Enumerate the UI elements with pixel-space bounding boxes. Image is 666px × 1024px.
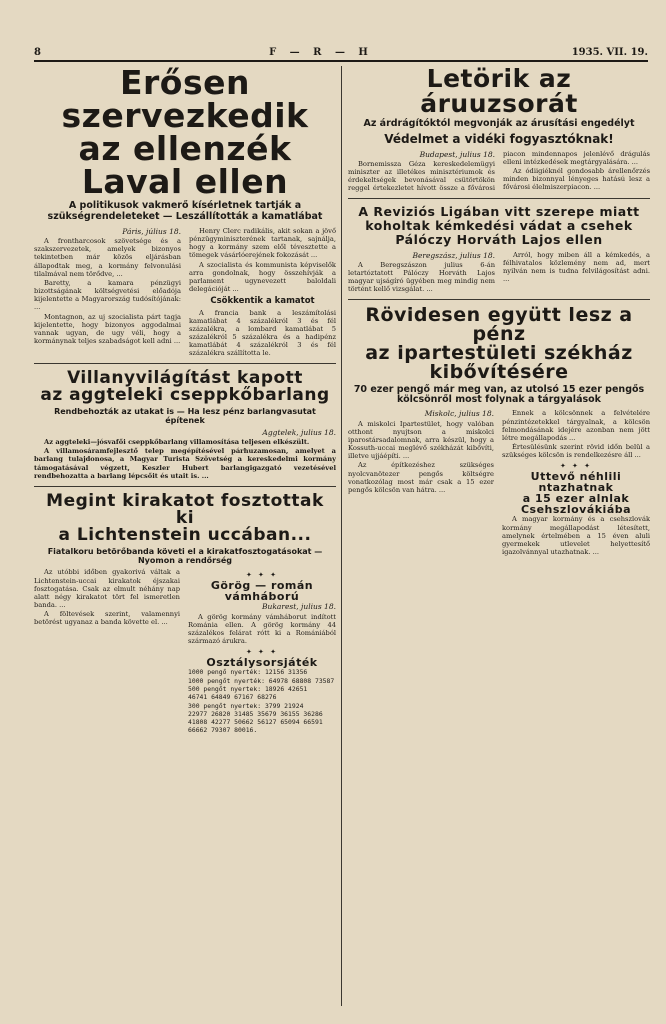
sorsjatek-numbers: 1000 pengő nyerték: 12156 31356 1000 pengőt nyerték: 64978 68808 73587 500 pengőt nyertek: 18926 42651 46741 64849 67167 68276 300 pengőt nyertek: 3799 21924 22977 26820 31485 35679 36155 36286 41808 42277 50662 56127 65094 66591 66662 79307 80016. [188,668,335,735]
ornament-divider: ✦ ✦ ✦ [245,571,279,580]
aruuzsora-deck-1: Az árdrágítóktól megvonják az árusítási engedélyt [363,118,635,129]
ipartestulet-deck: 70 ezer pengő már meg van, az utolsó 15 ezer pengős kölcsönről most folynak a tárgyalások [353,383,645,406]
story-laval [34,66,336,364]
laval-subhead: Csökkentik a kamatot [210,296,315,307]
ipartestulet-dateline: Miskolc, julius 18. [424,409,494,419]
revizios-headline: A Reviziós Ligában vitt szerepe miatt koholtak kémkedési vádat a csehek Pálóczy Horváth Lajos ellen [358,203,640,248]
kirakat-headline-2: a Lichtenstein uccában... [58,524,312,545]
ornament-divider: ✦ ✦ ✦ [559,462,593,471]
villany-dateline: Aggtelek, julius 18. [262,427,336,437]
right-column [348,66,650,1006]
aruuzsora-deck-2: Védelmet a vidéki fogyasztóknak! [384,131,614,146]
gorog-dateline: Bukarest, julius 18. [262,602,336,612]
laval-deck: A politikusok vakmerő kísérletnek tartják a szükségrendeleteket — Leszállították a kamatlábat [47,200,323,222]
kirakat-headline-1: Megint kirakatot fosztottak ki [46,490,324,528]
kirakat-side [188,568,336,734]
videk-headline-2: a 15 ezer alnlak [522,492,630,506]
villany-headline-2: az aggteleki cseppkőbarlang [40,384,330,405]
column-divider [341,66,342,1006]
revizios-paragraph: A Beregszászon julius 6-án letartóztatott Pálóczy Horváth Lajos magyar ujságíró ügyében meg mindig nem történt kellő vizsgálat. ... [348,260,495,294]
story-ipartestulet [348,303,650,563]
aruuzsora-paragraph: Az ódiigiéknél gondosabb árellenőrzés minden bizonnyal lényeges hatású lesz a fővárosi élelmiszerpiacon. ... [503,167,650,192]
villany-paragraph: A villamosáramfejlesztő telep megépítésével párhuzamosan, amelyet a barlang tulajdonosa, a Magyar Turista Szövetség a kereskedelmi kormány támogatásával végzett, Keszler Hubert barlangigazgató vezetésével rendbehozatta a barlang lépcsőit és utait is. ... [34,447,336,480]
sorsjatek-headline: Osztálysorsjáték [206,656,318,670]
laval-headline-2: az ellenzék Laval ellen [78,129,292,201]
ipartestulet-headline-2: az ipartestületi székház [365,341,633,364]
ipartestulet-body [348,409,494,557]
videk-body [502,515,650,556]
gorog-headline-1: Görög — román [210,579,314,593]
ipartestulet-headline-1: Rövidesen együtt lesz a pénz [365,303,633,345]
ipartestulet-side [502,409,650,557]
ipartestulet-paragraph: A miskolci Ipartestület, hogy valóban otthont nyujtson a miskolci iparostársadalomnak, arra készül, hogy a Kossuth-uccai meglévő székházát kibővíti, illetve ujjáépíti. ... [348,419,494,461]
laval-paragraph: Montagnon, az uj szocialista párt tagja kijelentette, hogy bizonyos aggodalmai vannak ugyan, de ugy véli, hogy a kormánynak teljes szabadságot kell adni ... [34,312,181,346]
revizios-body [348,251,650,294]
revizios-dateline: Beregszász, julius 18. [412,250,495,260]
ipartestulet-paragraph: Ennek a kölcsönnek a felvételére pénzintézetekkel tárgyalnak, a kölcsön felmondásának idejére azonban nem jött létre megállapodás ... [502,409,650,442]
laval-paragraph: A frontharcosok szövetsége és a szakszervezetek, amelyek bizonyos tekintetben már közös eljárásban állapodtak meg, a kormány felvonulási tilalmával nem törődve, ... [34,236,181,278]
story-kirakat [34,490,336,740]
videk-headline-3: Csehszlovákiába [520,503,632,517]
gorog-text: A görög kormány vámháborut indított Románia ellen. A görög kormány 44 százalékos felárat rótt ki a Romániából származó árukra. [188,612,336,646]
story-villany [34,367,336,487]
left-column [34,66,336,1006]
laval-paragraph: Baretty, a kamara pénzügyi bizottságának költségvetési előadója kijelentette a Magyarország tudósítójának: ... [34,278,181,312]
laval-subhead-text: A francia bank a leszámítolási kamatlábat 4 százalékról 3 és fél százalékra, a lombard kamatlábat 5 százalékról 5 százalékra és a hadipénz kamatlábát 4 százalékról 3 és fél százalékra szállította le. [189,308,336,358]
aruuzsora-body [348,150,650,193]
ipartestulet-paragraph: Értesülésünk szerint rövid időn belül a szükséges kölcsön is rendelkezésre áll ... [502,443,650,460]
ipartestulet-headline-3: kibővítésére [429,360,569,383]
villany-deck: Rendbehozták az utakat is — Ha lesz pénz barlangvasutat építenek [54,406,316,425]
laval-dateline: Páris, július 18. [122,226,181,236]
gorog-headline-2: vámháború [224,590,300,604]
laval-paragraph: Henry Clerc radikális, akit sokan a jövő pénzügyminiszterének tartanak, sajnálja, hogy a kormány szem elől tévesztette a tömegek vásárlóerejének fokozását ... [189,226,336,260]
page-number: 8 [34,47,41,58]
ornament-divider: ✦ ✦ ✦ [245,648,279,657]
laval-body [34,227,336,358]
aruuzsora-paragraph: Bornemissza Géza kereskedelemügyi miniszter az illetékes minisztériumok és érdekeltségek bevonásával csütörtökön reggel értekezletet hívott össze a fővárosi piacon mindennapos jelenlévő drágulás elleni intézkedések megtárgyalására. ... [348,149,650,193]
laval-headline-1: Erősen szervezkedik [61,66,309,135]
issue-date: 1935. VII. 19. [571,47,648,58]
kirakat-body [34,568,180,734]
revizios-paragraph: Arról, hogy miben áll a kémkedés, a félhivatalos közlemény nem ad, mert nyilván nem is tudna felvilágosítást adni. ... [503,250,650,284]
kirakat-paragraph: Az utóbbi időben gyakorivá váltak a Lichtenstein-uccai kirakatok éjszakai fosztogatása. Csak az elmult néhány nap alatt négy kirakatot tört fel ismeretlen banda. ... [34,568,180,610]
kirakat-paragraph: A föltevések szerint, valamennyi betörést ugyanaz a banda követte el. ... [34,610,180,627]
villany-body [34,428,336,480]
ipartestulet-body-2 [502,409,650,459]
videk-text: A magyar kormány és a csehszlovák kormány megállapodást létesített, amelynek értelmében a 15 éven aluli gyermekek utlevelet helyettesítő igazolvánnyal utazhatnak. ... [502,515,650,557]
ipartestulet-columns [348,409,650,557]
videk-headline-1: Uttevő néhlili ntazhatnak [530,470,622,495]
masthead-title: F — R — H [269,47,373,58]
running-head [34,44,648,62]
villany-lead: Az aggteleki—jósvafői cseppkőbarlang villamosítása teljesen elkészült. [44,438,310,447]
ipartestulet-paragraph: Az építkezéshez szükséges nyolcvanötezer pengős költségre vonatkozólag most már csak a 15 ezer pengős kölcsön van hátra. ... [348,461,494,494]
story-revizios [348,205,650,300]
kirakat-deck: Fiatalkoru betörőbanda követi el a kirakatfosztogatásokat — Nyomon a rendőrség [47,546,323,566]
villany-headline-1: Villanyvilágítást kapott [67,367,303,388]
kirakat-columns [34,568,336,734]
aruuzsora-dateline: Budapest, julius 18. [419,149,495,159]
gorog-body [188,602,336,645]
story-aruuzsora [348,66,650,199]
laval-paragraph: A szocialista és kommunista képviselők arra gondolnak, hogy összehívják a parlament ugynevezett baloldali delegációját ... [189,260,336,294]
aruuzsora-headline: Letörik az áruuzsorát [420,66,578,118]
